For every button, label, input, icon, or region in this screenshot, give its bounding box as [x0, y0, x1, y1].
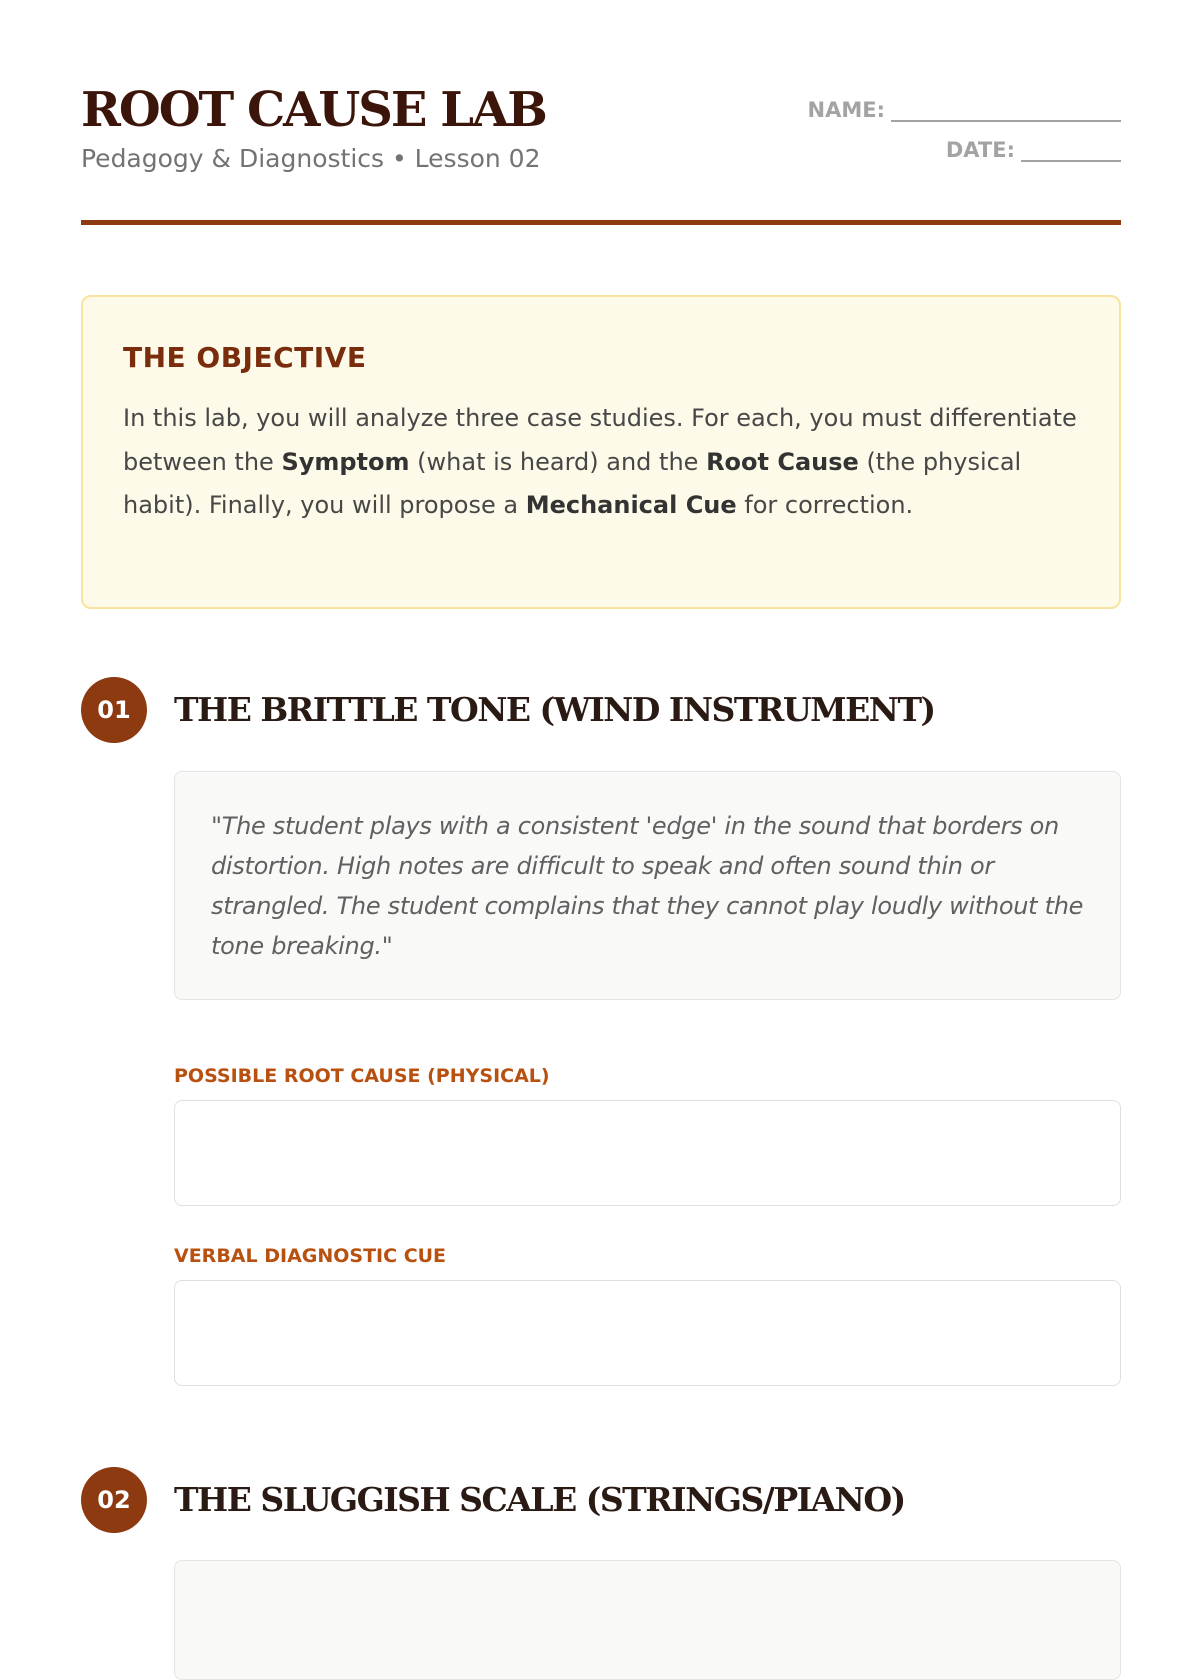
student-info [808, 94, 1121, 174]
objective-text-part: In this lab, you will analyze three case studies. For each, you must differentiate between the [123, 404, 1077, 476]
case-scenario-box [174, 771, 1121, 1000]
case-scenario-quote: "The student plays with a consistent 'edge' in the sound that borders on distortion. High notes are difficult to speak and often sound thin or strangled. The student complains that they cannot play loudly without the tone breaking." [211, 812, 1084, 960]
case-header [81, 677, 1121, 743]
name-row [808, 94, 1121, 122]
root-cause-input[interactable] [174, 1100, 1121, 1206]
worksheet-header [81, 82, 1121, 227]
diagnostic-cue-label: VERBAL DIAGNOSTIC CUE [174, 1245, 447, 1267]
mechanical-cue-term: Mechanical Cue [525, 491, 737, 519]
root-cause-term: Root Cause [706, 447, 859, 476]
case-number-badge: 02 [81, 1467, 147, 1533]
symptom-term: Symptom [281, 447, 410, 476]
date-row [808, 134, 1121, 162]
objective-text-part: (the physical habit). Finally, you will propose a [123, 447, 1022, 519]
objective-text-part: for correction. [736, 491, 914, 519]
case-scenario-box [174, 1560, 1121, 1680]
case-header [81, 1467, 1121, 1533]
date-label: DATE: [945, 138, 1015, 162]
objective-box [81, 295, 1121, 609]
case-title: THE SLUGGISH SCALE (STRINGS/PIANO) [174, 1480, 905, 1519]
root-cause-label: POSSIBLE ROOT CAUSE (PHYSICAL) [174, 1065, 550, 1087]
page-title: ROOT CAUSE LAB [81, 82, 546, 138]
name-blank[interactable] [891, 100, 1121, 122]
case-number-badge: 01 [81, 677, 147, 743]
page-subtitle: Pedagogy & Diagnostics • Lesson 02 [81, 144, 541, 173]
objective-heading: THE OBJECTIVE [123, 341, 367, 374]
date-blank[interactable] [1021, 140, 1121, 162]
case-title: THE BRITTLE TONE (WIND INSTRUMENT) [174, 690, 935, 729]
objective-text-part: (what is heard) and the [409, 447, 707, 476]
objective-text [123, 397, 1083, 528]
header-divider [81, 220, 1121, 225]
diagnostic-cue-input[interactable] [174, 1280, 1121, 1386]
name-label: NAME: [807, 98, 885, 122]
